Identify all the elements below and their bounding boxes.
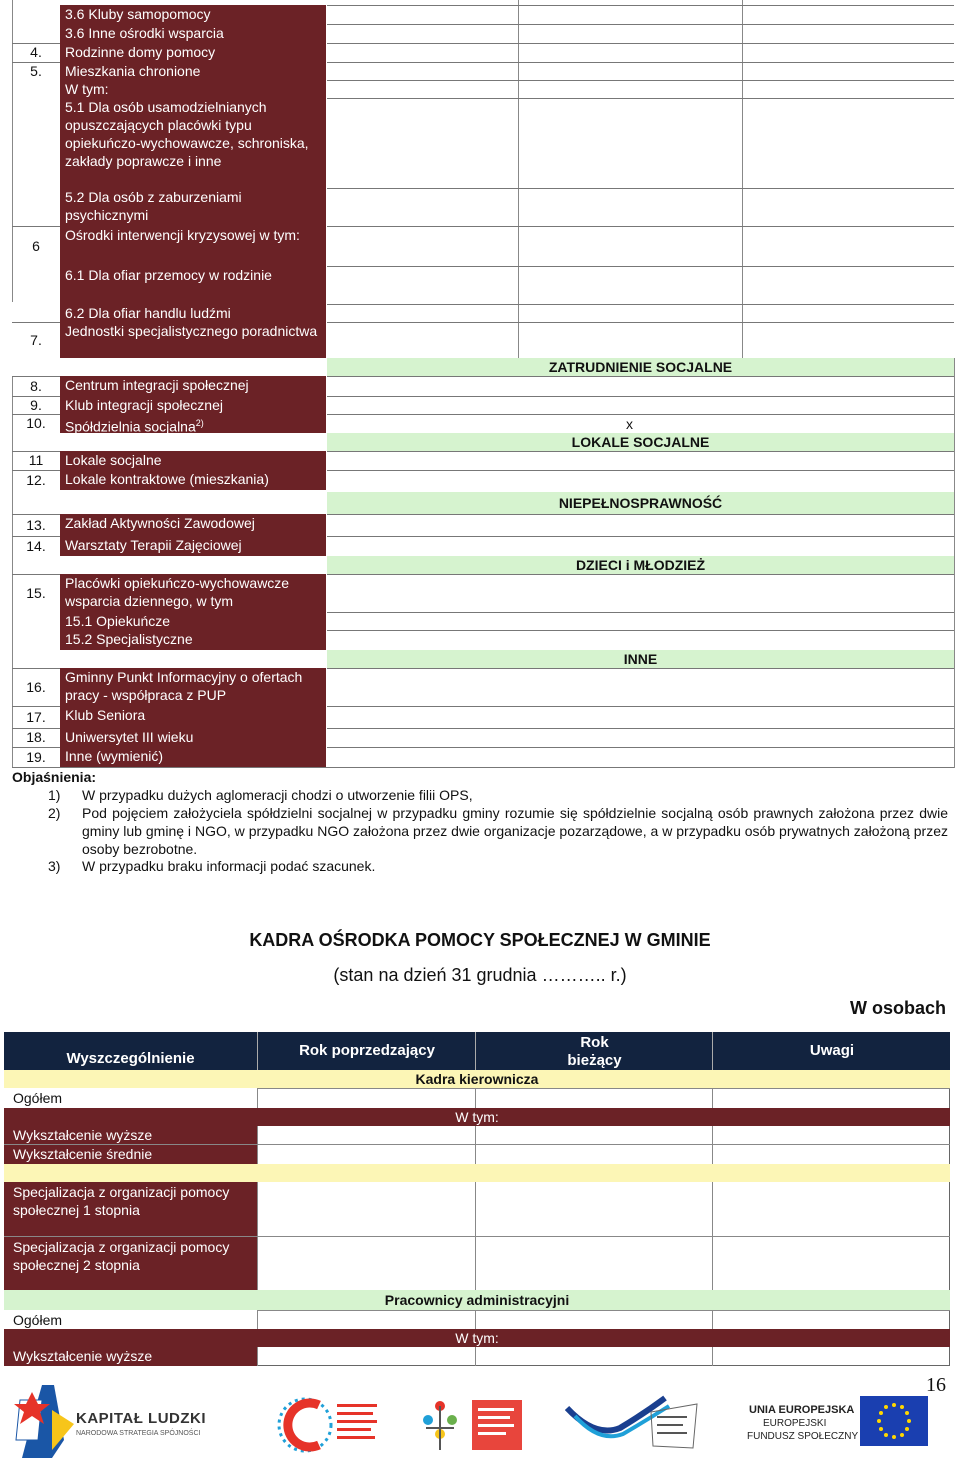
eu-flag-icon bbox=[860, 1396, 928, 1446]
data-cell[interactable] bbox=[327, 5, 954, 24]
data-cell[interactable] bbox=[327, 43, 954, 62]
data-cell[interactable] bbox=[327, 414, 954, 433]
table-row bbox=[0, 747, 960, 767]
row-number bbox=[12, 24, 60, 43]
kadra-subtitle: (stan na dzień 31 grudnia ……….. r.) bbox=[333, 965, 627, 985]
table-row bbox=[0, 322, 960, 358]
table-row bbox=[0, 43, 960, 62]
row-label bbox=[60, 226, 326, 266]
row-label bbox=[60, 62, 326, 80]
table-row bbox=[0, 514, 960, 536]
row-label-text: 3.6 Kluby samopomocy bbox=[65, 6, 211, 22]
kadra-title: KADRA OŚRODKA POMOCY SPOŁECZNEJ W GMINIE bbox=[249, 930, 711, 950]
row-label bbox=[60, 304, 326, 322]
row-label-text: Placówki opiekuńczo-wychowawcze wsparcia dziennego, w tym bbox=[65, 575, 290, 609]
table-row bbox=[0, 728, 960, 747]
row-divider bbox=[12, 414, 60, 415]
row-number: 17. bbox=[26, 709, 46, 725]
kadra-header bbox=[4, 1032, 950, 1070]
row-label-text: 6.2 Dla ofiar handlu ludźmi bbox=[65, 305, 231, 321]
row-number bbox=[12, 98, 60, 134]
table-row bbox=[0, 414, 960, 433]
row-label-text: Klub integracji społecznej bbox=[65, 397, 223, 413]
data-cell[interactable] bbox=[327, 668, 954, 706]
kapital-ludzki-text: KAPITAŁ LUDZKI bbox=[76, 1410, 207, 1427]
row-label bbox=[60, 612, 326, 630]
header-uwagi: Uwagi bbox=[712, 1032, 951, 1070]
data-cell[interactable] bbox=[327, 451, 954, 470]
row-label bbox=[60, 470, 326, 490]
note-number: 1) bbox=[48, 787, 61, 803]
data-cell[interactable] bbox=[327, 396, 954, 414]
notes-heading: Objaśnienia: bbox=[12, 769, 97, 785]
note-text: Pod pojęciem założyciela spółdzielni socjalnej w przypadku gminy rozumie się spółdzielnie socjalną osób prawnych założona przez dwie gminy lub gminę i NGO, w przypadku NGO założona przez dwie organizacje pozarządowe, a w przypadku osób prywatnych założoną przez osoby bezrobotne. bbox=[82, 805, 948, 857]
page-number: 16 bbox=[926, 1374, 946, 1396]
row-label-text: Klub Seniora bbox=[65, 707, 146, 723]
row-label-text: 15.1 Opiekuńcze bbox=[65, 613, 171, 629]
table-row bbox=[0, 266, 960, 304]
row-label-text: 3.6 Inne ośrodki wsparcia bbox=[65, 25, 224, 41]
row-label bbox=[60, 188, 326, 226]
header-wyszczegolnienie: Wyszczególnienie bbox=[66, 1050, 195, 1067]
row-label-text: Jednostki specjalistycznego poradnictwa bbox=[65, 323, 318, 339]
row-divider bbox=[12, 514, 60, 515]
row-number bbox=[12, 630, 60, 650]
row-ogolem: Ogółem bbox=[4, 1088, 257, 1108]
table-row bbox=[0, 451, 960, 470]
data-cell[interactable] bbox=[327, 98, 954, 188]
table-row bbox=[0, 706, 960, 728]
row-number: 10. bbox=[26, 415, 46, 431]
data-cell[interactable] bbox=[327, 62, 954, 80]
data-cell[interactable] bbox=[327, 536, 954, 556]
row-label bbox=[60, 396, 326, 414]
swoosh-icon bbox=[565, 1388, 705, 1458]
eu-text-1: UNIA EUROPEJSKA bbox=[749, 1404, 855, 1416]
table-row bbox=[0, 188, 960, 226]
row-divider bbox=[12, 62, 60, 63]
regional-logo bbox=[418, 1380, 528, 1460]
notes bbox=[12, 768, 952, 878]
band-empty-yellow bbox=[4, 1164, 950, 1182]
row-number: 7. bbox=[30, 332, 42, 348]
data-cell[interactable] bbox=[327, 612, 954, 630]
row-number bbox=[12, 612, 60, 630]
row-label-text: Uniwersytet III wieku bbox=[65, 729, 194, 745]
row-divider bbox=[12, 706, 60, 707]
row-number: 13. bbox=[26, 517, 46, 533]
row-label-text: Zakład Aktywności Zawodowej bbox=[65, 515, 255, 531]
unit-label: W osobach bbox=[849, 998, 946, 1018]
kapital-ludzki-icon bbox=[12, 1380, 82, 1460]
row-number: 14. bbox=[26, 538, 46, 554]
data-cell[interactable] bbox=[327, 470, 954, 490]
row-number: 12. bbox=[26, 472, 46, 488]
table-row bbox=[0, 24, 960, 43]
data-cell[interactable] bbox=[327, 226, 954, 266]
row-divider bbox=[12, 226, 60, 227]
section-zatrudnienie: ZATRUDNIENIE SOCJALNE bbox=[327, 358, 954, 376]
row-label-text: Inne (wymienić) bbox=[65, 748, 164, 764]
row-divider bbox=[12, 747, 60, 748]
row-ogolem-2: Ogółem bbox=[4, 1310, 257, 1330]
section-lokale: LOKALE SOCJALNE bbox=[327, 433, 954, 451]
row-label-text: 15.2 Specjalistyczne bbox=[65, 631, 193, 647]
data-cell[interactable] bbox=[327, 322, 954, 358]
row-label bbox=[60, 98, 326, 188]
row-number: 9. bbox=[30, 397, 42, 413]
table-row bbox=[0, 574, 960, 612]
row-number: 15. bbox=[26, 585, 46, 601]
header-rok-poprzedzajacy: Rok poprzedzający bbox=[257, 1032, 476, 1070]
data-cell[interactable] bbox=[327, 80, 954, 98]
row-divider bbox=[12, 396, 60, 397]
row-divider bbox=[12, 728, 60, 729]
row-label bbox=[60, 668, 326, 706]
row-wyksztalcenie-srednie: Wykształcenie średnie bbox=[4, 1145, 257, 1164]
row-divider bbox=[12, 574, 60, 575]
row-label-text: 6.1 Dla ofiar przemocy w rodzinie bbox=[65, 267, 272, 283]
row-wyksztalcenie-wyzsze: Wykształcenie wyższe bbox=[4, 1126, 257, 1144]
table-row bbox=[0, 376, 960, 396]
table-row bbox=[0, 304, 960, 322]
row-label bbox=[60, 24, 326, 43]
row-label bbox=[60, 574, 326, 612]
row-label-text: Warsztaty Terapii Zajęciowej bbox=[65, 537, 242, 553]
row-specjalizacja-1: Specjalizacja z organizacji pomocy społecznej 1 stopnia bbox=[4, 1182, 257, 1236]
people-icon bbox=[418, 1390, 528, 1460]
note-number: 2) bbox=[48, 805, 61, 821]
eu-text-3: FUNDUSZ SPOŁECZNY bbox=[747, 1431, 859, 1442]
row-label bbox=[60, 80, 326, 98]
row-label bbox=[60, 536, 326, 556]
header-rok-biezacy bbox=[475, 1032, 713, 1070]
row-label bbox=[60, 266, 326, 304]
band-w-tym: W tym: bbox=[4, 1108, 950, 1126]
row-number bbox=[12, 80, 60, 98]
header-rok-biezacy-label: Rok bieżący bbox=[567, 1034, 622, 1069]
note-text: W przypadku dużych aglomeracji chodzi o utworzenie filii OPS, bbox=[82, 787, 473, 803]
eu-text-2: EUROPEJSKI bbox=[763, 1418, 827, 1429]
band-w-tym-2: W tym: bbox=[4, 1329, 950, 1347]
row-number: 6 bbox=[32, 238, 40, 254]
table-row bbox=[0, 226, 960, 266]
row-label bbox=[60, 322, 326, 358]
row-label bbox=[60, 514, 326, 536]
row-wyksztalcenie-wyzsze-2: Wykształcenie wyższe bbox=[4, 1347, 257, 1366]
row-label-text: Rodzinne domy pomocy bbox=[65, 44, 216, 60]
cris-logo bbox=[275, 1380, 385, 1460]
table-row bbox=[0, 630, 960, 650]
note-text: W przypadku braku informacji podać szacunek. bbox=[82, 858, 376, 874]
row-specjalizacja-2: Specjalizacja z organizacji pomocy społecznej 2 stopnia bbox=[4, 1237, 257, 1290]
row-number: 16. bbox=[26, 679, 46, 695]
row-label-text: Lokale socjalne bbox=[65, 452, 162, 468]
row-number bbox=[12, 188, 60, 198]
row-divider bbox=[12, 322, 60, 323]
note-number: 3) bbox=[48, 858, 61, 874]
cell-mark: x bbox=[626, 416, 633, 432]
section-niepelnosprawnosc: NIEPEŁNOSPRAWNOŚĆ bbox=[327, 492, 954, 514]
eu-logo bbox=[745, 1380, 945, 1460]
data-cell[interactable] bbox=[327, 728, 954, 747]
data-cell[interactable] bbox=[327, 188, 954, 226]
row-label bbox=[60, 5, 326, 24]
row-number bbox=[12, 304, 60, 322]
kapital-ludzki-logo bbox=[12, 1380, 237, 1460]
row-number: 18. bbox=[26, 729, 46, 745]
data-cell[interactable] bbox=[327, 706, 954, 728]
row-label bbox=[60, 706, 326, 728]
row-number: 4. bbox=[30, 44, 42, 60]
row-label-text: Centrum integracji społecznej bbox=[65, 377, 249, 393]
row-label-text: 5.1 Dla osób usamodzielnianych opuszczających placówki typu opiekuńczo-wychowawcze, schroniska, zakłady poprawcze i inne bbox=[65, 99, 309, 169]
row-label-text: 5.2 Dla osób z zaburzeniami psychicznymi bbox=[65, 189, 242, 223]
table-row bbox=[0, 98, 960, 188]
data-cell[interactable] bbox=[327, 747, 954, 767]
row-label bbox=[60, 43, 326, 62]
row-label bbox=[60, 747, 326, 767]
row-label-text: Lokale kontraktowe (mieszkania) bbox=[65, 471, 269, 487]
row-number bbox=[12, 266, 60, 276]
row-label-text: Mieszkania chronione bbox=[65, 63, 201, 79]
footnote-mark: 2) bbox=[195, 418, 204, 428]
data-cell[interactable] bbox=[327, 266, 954, 304]
table-row bbox=[0, 612, 960, 630]
row-number: 19. bbox=[26, 749, 46, 765]
band-pracownicy-administracyjni: Pracownicy administracyjni bbox=[4, 1290, 950, 1310]
row-label-text: Spółdzielnia socjalna bbox=[65, 418, 196, 435]
table-row bbox=[0, 5, 960, 24]
table-row bbox=[0, 470, 960, 490]
row-divider bbox=[12, 376, 60, 377]
row-label bbox=[60, 451, 326, 470]
foundation-logo bbox=[565, 1380, 705, 1460]
row-label-text: W tym: bbox=[65, 81, 109, 97]
data-cell[interactable] bbox=[327, 630, 954, 650]
table-row bbox=[0, 62, 960, 80]
data-cell[interactable] bbox=[327, 574, 954, 612]
row-number: 8. bbox=[30, 378, 42, 394]
c-ring-icon bbox=[275, 1390, 385, 1460]
row-divider bbox=[12, 451, 60, 452]
section-dzieci: DZIECI i MŁODZIEŻ bbox=[327, 556, 954, 574]
row-divider bbox=[12, 536, 60, 537]
data-cell[interactable] bbox=[327, 24, 954, 43]
kapital-ludzki-subtext: NARODOWA STRATEGIA SPÓJNOŚCI bbox=[76, 1430, 201, 1437]
row-number: 5. bbox=[30, 63, 42, 79]
row-divider bbox=[12, 668, 60, 669]
row-divider bbox=[12, 43, 60, 44]
table-row bbox=[0, 396, 960, 414]
table-row bbox=[0, 668, 960, 706]
row-label-text: Ośrodki interwencji kryzysowej w tym: bbox=[65, 227, 300, 243]
table-row bbox=[0, 80, 960, 98]
row-number bbox=[12, 5, 60, 24]
band-kadra-kierownicza: Kadra kierownicza bbox=[4, 1070, 950, 1088]
data-cell[interactable] bbox=[327, 304, 954, 322]
row-label-text: Gminny Punkt Informacyjny o ofertach pracy - współpraca z PUP bbox=[65, 669, 303, 703]
data-cell[interactable] bbox=[327, 514, 954, 536]
table-row bbox=[0, 536, 960, 556]
row-divider bbox=[12, 470, 60, 471]
row-number: 11 bbox=[28, 452, 44, 468]
row-label bbox=[60, 630, 326, 650]
data-cell[interactable] bbox=[327, 376, 954, 396]
section-inne: INNE bbox=[327, 650, 954, 668]
row-label bbox=[60, 728, 326, 747]
row-label bbox=[60, 414, 326, 433]
row-label bbox=[60, 376, 326, 396]
